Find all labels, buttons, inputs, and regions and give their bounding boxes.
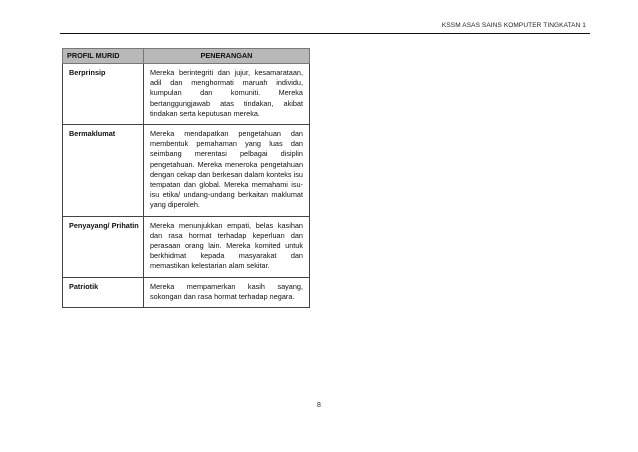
profile-description-cell: Mereka mendapatkan pengetahuan dan membentuk pemahaman yang luas dan seimbang merentasi pelbagai disiplin pengetahuan. Mereka meneroka pengetahuan dengan cekap dan berkesan dalam konteks isu tempatan dan global. Mereka memahami isu-isu etika/ undang-undang berkaitan maklumat yang diperoleh.	[144, 125, 310, 217]
table-row	[63, 277, 310, 307]
column-header-profile: PROFIL MURID	[63, 49, 144, 64]
table-row	[63, 125, 310, 217]
profile-name-cell: Bermaklumat	[63, 125, 144, 217]
document-header-title: KSSM ASAS SAINS KOMPUTER TINGKATAN 1	[441, 22, 586, 29]
header-divider	[60, 33, 590, 34]
column-header-description: PENERANGAN	[144, 49, 310, 64]
table-header-row	[63, 49, 310, 64]
profile-name-cell: Patriotik	[63, 277, 144, 307]
table-row	[63, 64, 310, 125]
profile-name-cell: Berprinsip	[63, 64, 144, 125]
profile-description-cell: Mereka mempamerkan kasih sayang, sokongan dan rasa hormat terhadap negara.	[144, 277, 310, 307]
profile-description-cell: Mereka menunjukkan empati, belas kasihan dan rasa hormat terhadap keperluan dan perasaan orang lain. Mereka komited untuk berkhidmat kepada masyarakat dan memastikan kelestarian alam sekitar.	[144, 216, 310, 277]
profile-name-cell: Penyayang/ Prihatin	[63, 216, 144, 277]
profile-description-cell: Mereka berintegriti dan jujur, kesamarataan, adil dan menghormati maruah individu, kumpulan dan komuniti. Mereka bertanggungjawab atas tindakan, akibat tindakan serta keputusan mereka.	[144, 64, 310, 125]
student-profile-table	[62, 48, 310, 308]
table-row	[63, 216, 310, 277]
page-number: 8	[317, 402, 321, 409]
